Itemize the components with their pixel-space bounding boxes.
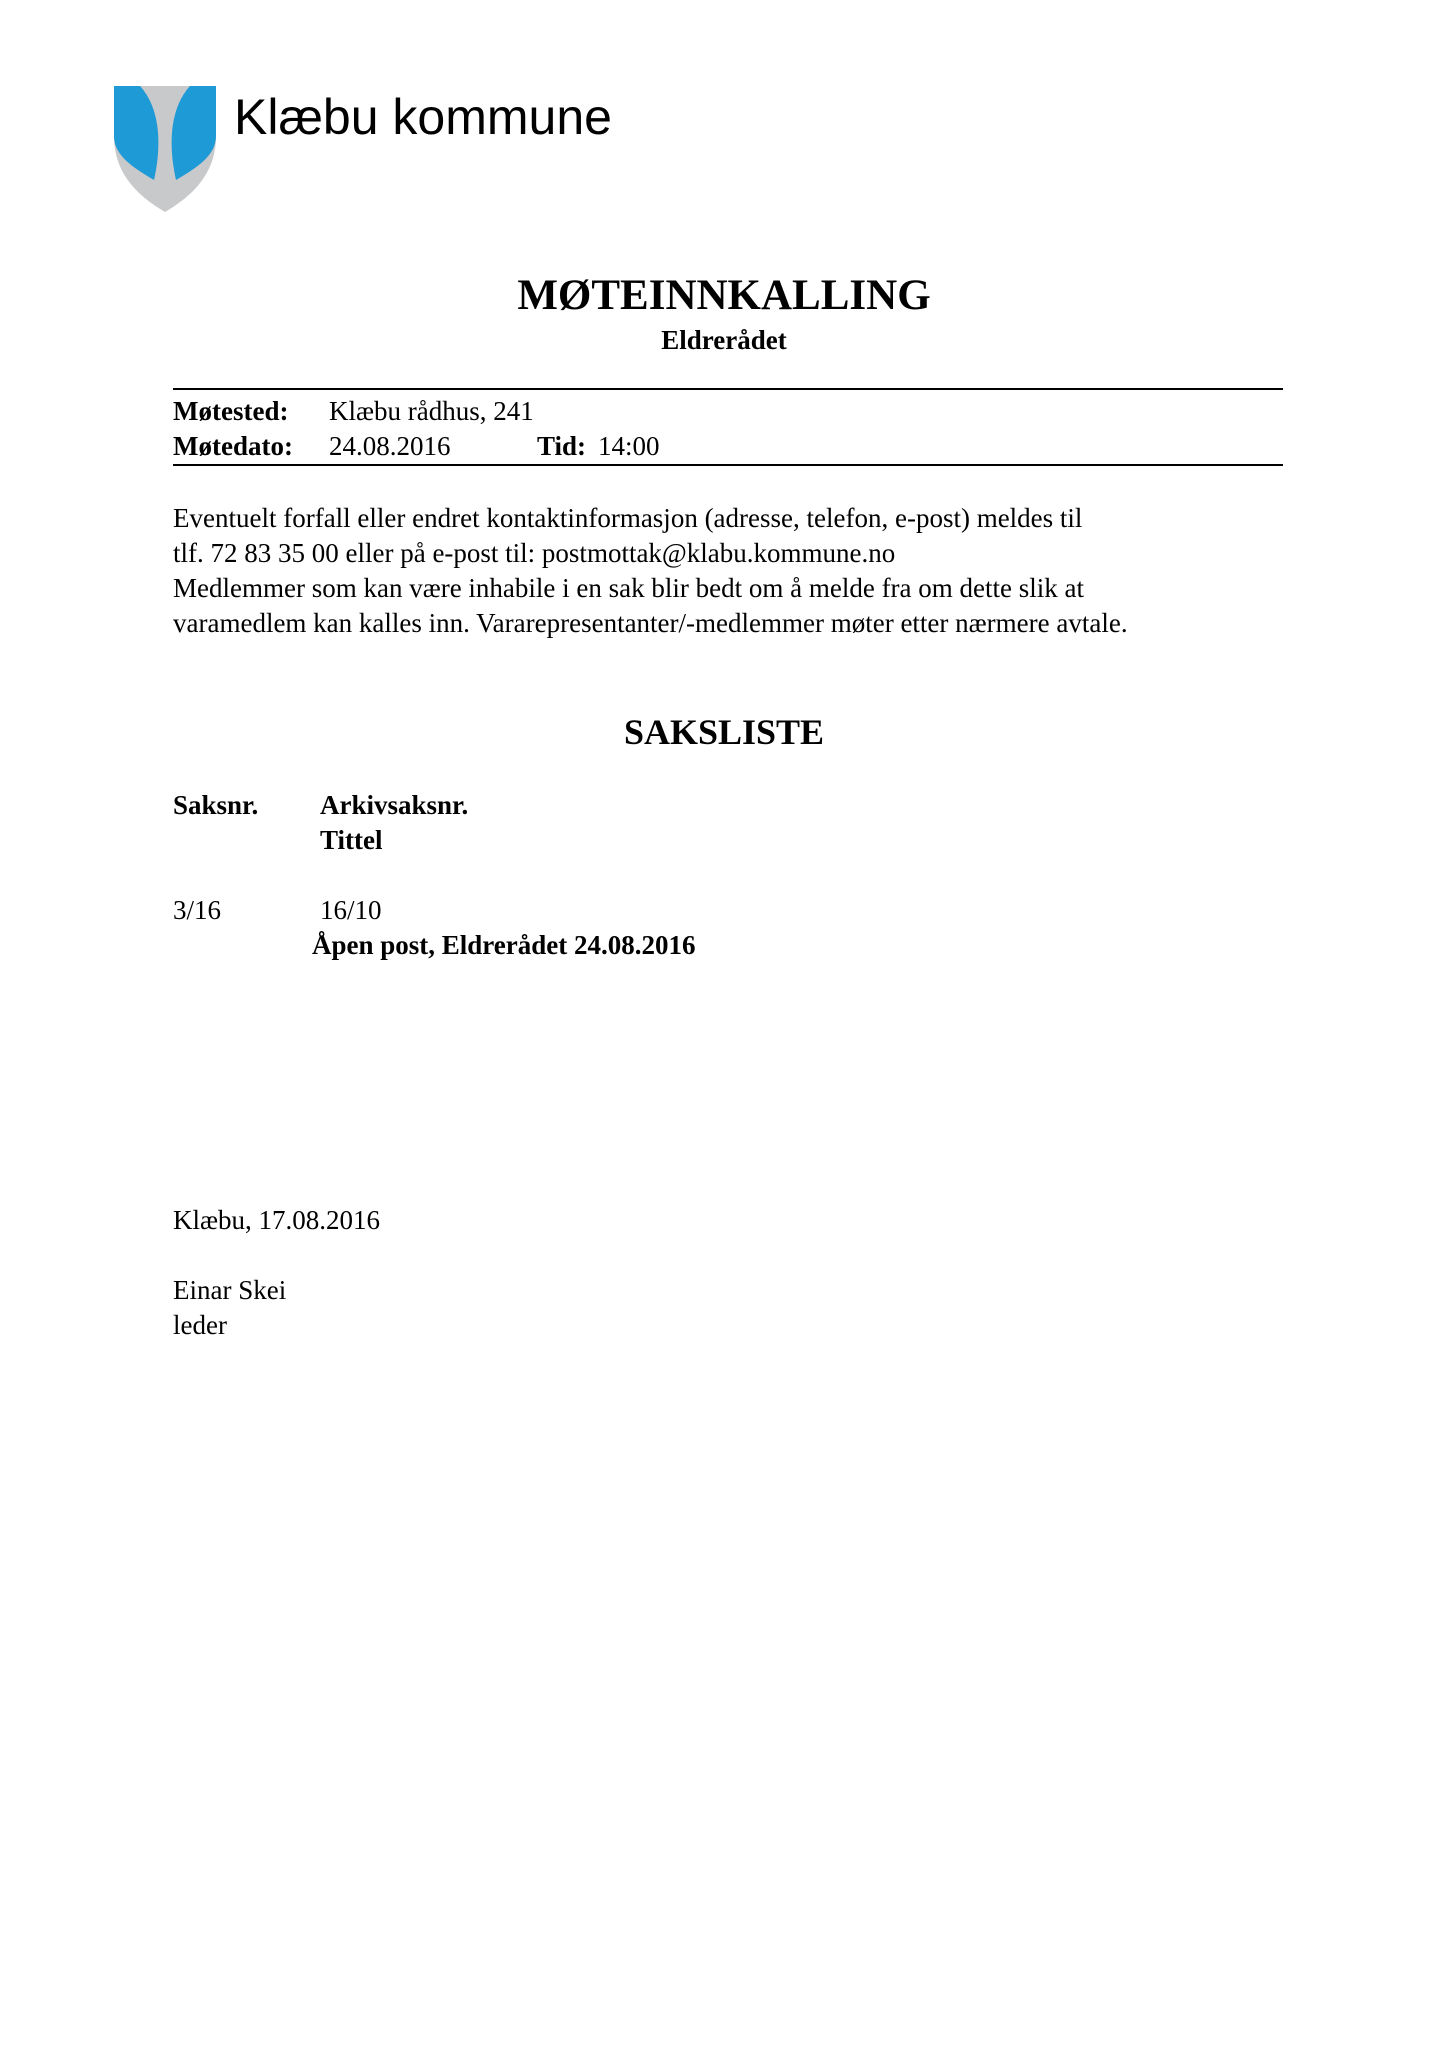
notice-line: Eventuelt forfall eller endret kontaktinformasjon (adresse, telefon, e-post) meldes til <box>173 503 1083 533</box>
column-header-tittel: Tittel <box>320 825 383 855</box>
klaebu-coat-of-arms-icon <box>112 86 218 212</box>
column-header-arkivsaksnr: Arkivsaksnr. <box>320 790 469 820</box>
meeting-place-value: Klæbu rådhus, 241 <box>329 396 534 426</box>
signature-name: Einar Skei <box>173 1275 287 1305</box>
page-title: MØTEINNKALLING <box>517 272 931 319</box>
meeting-date-label: Møtedato: <box>173 431 293 461</box>
meeting-place-label: Møtested: <box>173 396 289 426</box>
signature-role: leder <box>173 1310 227 1340</box>
divider-bottom <box>173 464 1283 466</box>
organization-name: Klæbu kommune <box>234 89 612 145</box>
committee-name: Eldrerådet <box>661 325 787 355</box>
notice-line: Medlemmer som kan være inhabile i en sak blir bedt om å melde fra om dette slik at <box>173 573 1084 603</box>
notice-line: varamedlem kan kalles inn. Vararepresentanter/-medlemmer møter etter nærmere avtale. <box>173 608 1128 638</box>
case-title: Åpen post, Eldrerådet 24.08.2016 <box>312 930 696 960</box>
signature-place-date: Klæbu, 17.08.2016 <box>173 1205 381 1235</box>
notice-line: tlf. 72 83 35 00 eller på e-post til: postmottak@klabu.kommune.no <box>173 538 896 568</box>
case-saksnr: 3/16 <box>173 895 222 925</box>
divider-top <box>173 388 1283 390</box>
notice-paragraph <box>173 501 1293 641</box>
column-header-saksnr: Saksnr. <box>173 790 259 820</box>
meeting-time-value: 14:00 <box>598 431 660 461</box>
case-arkivsaksnr: 16/10 <box>320 895 382 925</box>
meeting-time-label: Tid: <box>537 431 587 461</box>
case-list-heading: SAKSLISTE <box>623 712 825 752</box>
meeting-date-value: 24.08.2016 <box>329 431 451 461</box>
